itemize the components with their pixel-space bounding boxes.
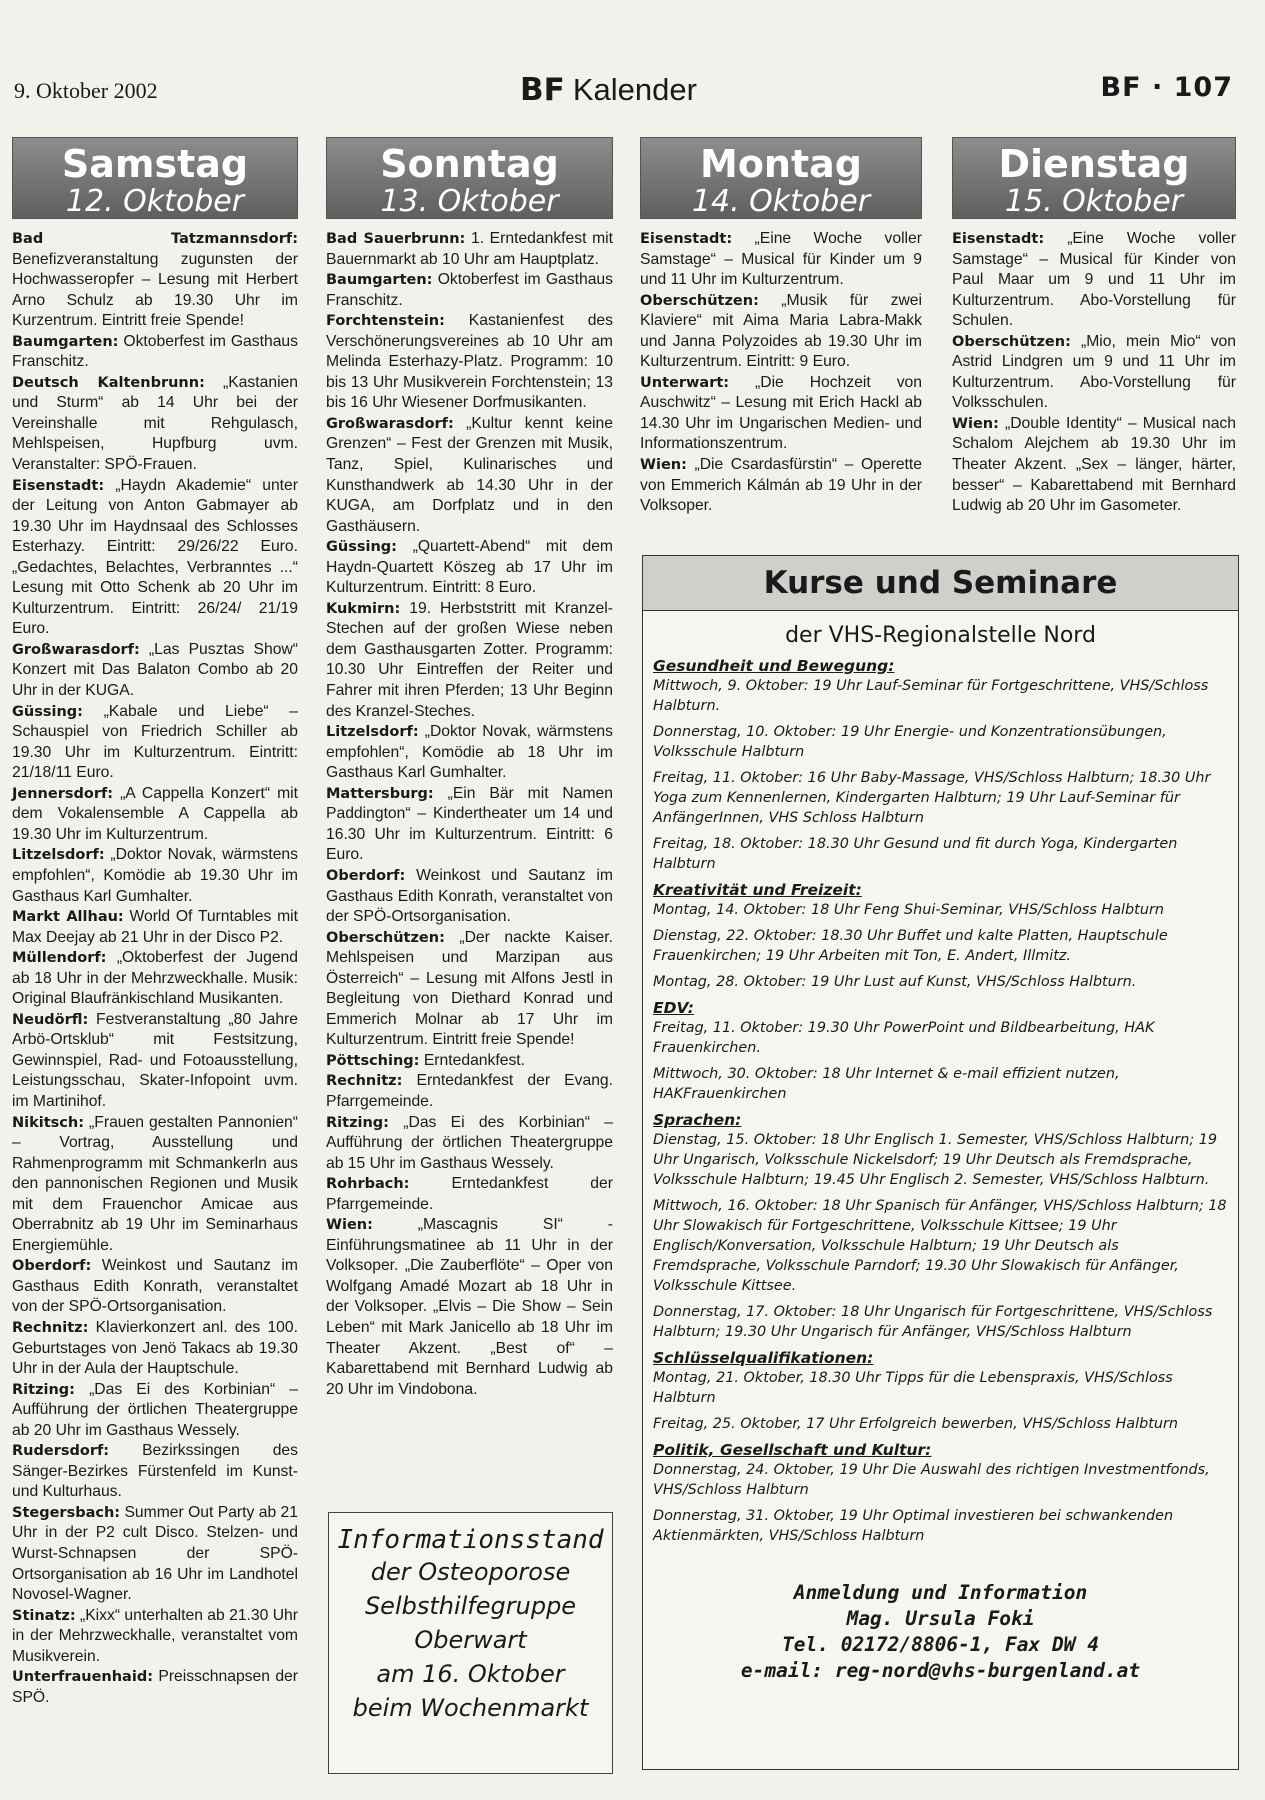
day-name: Montag [700,142,862,186]
event-text: Oktoberfest im Gasthaus Franschitz. [326,271,613,309]
event-place: Eisenstadt: [640,231,733,247]
course-item: Freitag, 11. Oktober: 16 Uhr Baby-Massage, VHS/Schloss Halbturn; 18.30 Uhr Yoga zum Kennenlernen, Kindergarten Halbturn; 19 Uhr Lauf-Seminar für AnfängerInnen, VHS Schloss Halbturn [653,770,1211,826]
issue-date: 9. Oktober 2002 [14,78,158,103]
event-text: „Kultur kennt keine Grenzen“ – Fest der Grenzen mit Musik, Tanz, Spiel, Kulinarisches und Kunsthandwerk ab 14.30 Uhr in der KUGA, am Dorfplatz und in den Gasthäusern. [326,414,613,535]
event-place: Jennersdorf: [12,785,114,802]
day-name: Samstag [61,142,249,186]
event-text: Festveranstaltung „80 Jahre Arbö-Ortsklub“ mit Festsitzung, Gewinnspiel, Rad- und Fotoausstellung, Leistungsschau, Skater-Infopoint uvm. im Martinihof. [12,1010,298,1110]
event-place: Wien: [952,415,999,432]
contact-line: Mag. Ursula Foki [846,1607,1035,1630]
event-text: Erntedankfest der Pfarrgemeinde. [326,1175,613,1213]
course-item: Donnerstag, 17. Oktober: 18 Uhr Ungarisch für Fortgeschrittene, VHS/Schloss Halbturn; 19.30 Uhr Ungarisch für Anfänger, VHS/Schloss Halbturn [653,1304,1213,1340]
course-section-heading: Politik, Gesellschaft und Kultur: [653,1441,932,1459]
event-entry [12,229,298,332]
event-entry [12,1010,298,1113]
event-place: Güssing: [326,539,397,556]
event-place: Oberschützen: [326,929,445,946]
course-item: Mittwoch, 9. Oktober: 19 Uhr Lauf-Seminar für Fortgeschrittene, VHS/Schloss Halbturn. [653,678,1209,714]
event-text: „Der nackte Kaiser. Mehlspeisen und Marzipan aus Österreich“ – Lesung mit Alfons Jestl in Begleitung von Diethard Konrad und Emmerich Molnar ab 17 Uhr im Kulturzentrum. Eintritt freie Spende! [326,928,613,1049]
event-place: Oberschützen: [952,333,1071,350]
event-entry [12,1606,298,1668]
event-entry [12,476,298,640]
event-entry [326,784,613,866]
contact-line: Tel. 02172/8806-1, Fax DW 4 [782,1633,1099,1656]
event-text: 1. Erntedankfest mit Bauernmarkt ab 10 Uhr am Hauptplatz. [326,230,613,268]
event-text: „Doktor Novak, wärmstens empfohlen“, Komödie ab 18 Uhr im Gasthaus Karl Gumhalter. [326,723,613,782]
course-section [653,1110,1230,1342]
course-item: Mittwoch, 16. Oktober: 18 Uhr Spanisch für Anfänger, VHS/Schloss Halbturn; 18 Uhr Slowakisch für Fortgeschrittene, Volksschule Kittsee; 19 Uhr Englisch/Konversation, Volksschule Halbturn; 19 Uhr Deutsch als Fremdsprache, Volksschule Parndorf; 19.30 Uhr Slowakisch für Anfänger, Volksschule Kittsee. [653,1198,1227,1294]
event-place: Bad Sauerbrunn: [326,231,466,247]
event-text: 19. Herbststritt mit Kranzel-Stechen auf der großen Wiese neben dem Gasthausgarten Zotter. Programm: 10.30 Uhr Eintreffen der Reiter und Fahrer mit ihren Pferden; 13 Uhr Beginn des Kranzel-Steches. [326,599,613,720]
course-section [653,880,1230,992]
event-place: Neudörfl: [12,1011,89,1028]
event-text: „Oktoberfest der Jugend ab 18 Uhr in der Mehrzweckhalle. Musik: Original Blaufränkischland Musikanten. [12,949,298,1008]
course-item: Mittwoch, 30. Oktober: 18 Uhr Internet & e-mail effizient nutzen, HAKFrauenkirchen [653,1066,1120,1102]
event-entry [640,291,922,373]
event-place: Litzelsdorf: [326,724,419,741]
day-name: Dienstag [998,142,1190,186]
event-text: „Musik für zwei Klaviere“ mit Aima Maria Labra-Makk und Janna Polyzoides ab 19.30 Uhr im Kulturzentrum. Eintritt: 9 Euro. [640,291,922,371]
course-item: Montag, 28. Oktober: 19 Uhr Lust auf Kunst, VHS/Schloss Halbturn. [653,974,1137,990]
event-place: Baumgarten: [326,272,433,289]
courses-contact [643,1580,1238,1684]
day-column-montag [640,137,922,517]
event-entry [12,1256,298,1318]
event-text: „Die Hochzeit von Auschwitz“ – Lesung mit Erich Hackl ab 14.30 Uhr im Ungarischen Medien- und Informationszentrum. [640,373,922,453]
event-text: Oktoberfest im Gasthaus Franschitz. [12,332,298,371]
event-text: „Kixx“ unterhalten ab 21.30 Uhr in der Mehrzweckhalle, veranstaltet vom Musikverein. [12,1606,298,1665]
course-section [653,1440,1230,1546]
event-entry [326,229,613,270]
event-entry [12,784,298,846]
event-text: Bezirkssingen des Sänger-Bezirkes Fürstenfeld im Kunst- und Kulturhaus. [12,1442,298,1501]
course-item: Dienstag, 22. Oktober: 18.30 Uhr Buffet und kalte Platten, Hauptschule Frauenkirchen; 19 Uhr Arbeiten mit Ton, E. Andert, Illmitz. [653,928,1168,964]
event-entry [326,1051,613,1072]
event-text: „Die Csardasfürstin“ – Operette von Emmerich Kálmán ab 19 Uhr in der Volksoper. [640,456,922,515]
course-section-heading: Sprachen: [653,1111,742,1129]
course-item: Dienstag, 15. Oktober: 18 Uhr Englisch 1. Semester, VHS/Schloss Halbturn; 19 Uhr Ungarisch, Volksschule Nickelsdorf; 19 Uhr Deutsch als Fremdsprache, Volksschule Halbturn; 19.45 Uhr Englisch 2. Semester, VHS/Schloss Halbturn. [653,1132,1218,1188]
event-text: Kastanienfest des Verschönerungsvereines ab 10 Uhr am Melinda Esterhazy-Platz. Programm: 10 bis 13 Uhr Musikverein Forchtenstein; 13 bis 16 Uhr Wiesener Dorfmusikanten. [326,312,613,412]
event-place: Forchtenstein: [326,313,445,330]
event-entry [12,702,298,784]
event-place: Nikitsch: [12,1114,84,1131]
event-place: Baumgarten: [12,333,119,350]
event-list [952,229,1236,517]
event-entry [12,1318,298,1380]
event-text: „Eine Woche voller Samstage“ – Musical für Kinder um 9 und 11 Uhr im Kulturzentrum. [640,230,922,289]
event-entry [326,1113,613,1175]
event-entry [952,229,1236,332]
event-place: Stinatz: [12,1607,76,1624]
course-item: Donnerstag, 10. Oktober: 19 Uhr Energie- und Konzentrationsübungen, Volksschule Halbturn [653,724,1167,760]
event-place: Oberdorf: [12,1258,92,1275]
event-entry [326,414,613,537]
event-place: Müllendorf: [12,950,107,967]
day-name: Sonntag [380,142,559,186]
course-item: Freitag, 25. Oktober, 17 Uhr Erfolgreich bewerben, VHS/Schloss Halbturn [653,1416,1179,1432]
day-column-dienstag [952,137,1236,517]
event-entry [12,948,298,1010]
day-date: 12. Oktober [65,184,245,219]
info-box [328,1512,613,1774]
event-text: Preisschnapsen der SPÖ. [12,1668,298,1706]
event-text: Weinkost und Sautanz im Gasthaus Edith Konrath, veranstaltet von der SPÖ-Ortsorganisation. [12,1257,298,1316]
event-place: Stegersbach: [12,1504,121,1521]
event-entry [326,537,613,599]
info-box-line: Selbsthilfegruppe [364,1592,577,1620]
courses-subtitle: der VHS-Regionalstelle Nord [785,623,1096,648]
event-entry [12,1113,298,1257]
day-date: 13. Oktober [380,184,559,219]
event-list [12,229,298,1708]
day-date: 14. Oktober [691,184,871,219]
courses-box [642,555,1239,1770]
page-number: BF · 107 [1100,72,1233,103]
event-entry [326,1071,613,1112]
event-list [640,229,922,517]
info-box-line: der Osteoporose [370,1558,571,1586]
event-place: Oberschützen: [640,292,759,309]
event-place: Kukmirn: [326,600,401,617]
event-place: Großwarasdorf: [326,415,454,432]
event-text: „Das Ei des Korbinian“ – Aufführung der örtlichen Theatergruppe ab 20 Uhr im Gasthaus Wessely. [12,1380,298,1439]
course-section-heading: EDV: [653,999,694,1017]
event-entry [326,270,613,311]
event-place: Ritzing: [326,1114,389,1131]
course-section-heading: Kreativität und Freizeit: [653,881,862,899]
day-header [12,137,298,219]
event-list [326,229,613,1400]
event-entry [640,229,922,291]
event-entry [12,1380,298,1442]
event-text: World Of Turntables mit Max Deejay ab 21 Uhr in der Disco P2. [12,908,298,946]
contact-line: Anmeldung und Information [793,1581,1088,1604]
event-text: Erntedankfest der Evang. Pfarrgemeinde. [326,1072,613,1110]
day-date: 15. Oktober [1004,184,1184,219]
course-section-heading: Gesundheit und Bewegung: [653,657,895,675]
event-text: Summer Out Party ab 21 Uhr in der P2 cult Disco. Stelzen- und Wurst-Schnapsen der SPÖ-Ortsorganisation ab 16 Uhr im Landhotel Novosel-Wagner. [12,1503,298,1604]
event-place: Wien: [640,457,687,474]
event-place: Bad Tatzmannsdorf: [12,231,298,247]
course-section [653,998,1230,1104]
course-section-heading: Schlüsselqualifikationen: [653,1349,874,1367]
event-entry [326,722,613,784]
event-place: Großwarasdorf: [12,641,140,658]
event-text: „Doktor Novak, wärmstens empfohlen“, Komödie ab 19.30 Uhr im Gasthaus Karl Gumhalter. [12,846,298,905]
event-place: Rechnitz: [326,1073,403,1090]
event-place: Oberdorf: [326,867,406,884]
event-entry [640,455,922,517]
event-text: „Eine Woche voller Samstage“ – Musical für Kinder von Paul Maar um 9 und 11 Uhr im Kulturzentrum. Abo-Vorstellung für Schulen. [952,230,1236,330]
event-place: Markt Allhau: [12,909,124,926]
event-entry [12,907,298,948]
event-text: „Ein Bär mit Namen Paddington“ – Kindertheater um 14 und 16.30 Uhr im Kulturzentrum. Eintritt: 6 Euro. [326,784,613,864]
event-text: „Mio, mein Mio“ von Astrid Lindgren um 9 und 11 Uhr im Kulturzentrum. Abo-Vorstellung für Volksschulen. [952,332,1236,412]
course-item: Montag, 21. Oktober, 18.30 Uhr Tipps für die Lebenspraxis, VHS/Schloss Halbturn [653,1370,1173,1406]
event-place: Güssing: [12,703,83,720]
event-entry [12,1441,298,1503]
event-entry [952,332,1236,414]
info-box-line: am 16. Oktober [376,1660,565,1688]
event-place: Ritzing: [12,1381,75,1398]
courses-title: Kurse und Seminare [643,556,1238,611]
event-text: „Quartett-Abend“ mit dem Haydn-Quartett Köszeg ab 17 Uhr im Kulturzentrum. Eintritt: 8 Euro. [326,538,613,597]
section-title [520,72,697,108]
event-entry [12,332,298,373]
event-place: Rudersdorf: [12,1443,110,1460]
event-place: Wien: [326,1217,373,1234]
event-place: Rohrbach: [326,1176,410,1193]
course-section [653,656,1230,874]
contact-line: e-mail: reg-nord@vhs-burgenland.at [740,1659,1141,1682]
info-box-line: beim Wochenmarkt [352,1694,589,1722]
event-text: „Kastanien und Sturm“ ab 14 Uhr bei der Vereinshalle mit Rehgulasch, Mehlspeisen, Hupfburg uvm. Veranstalter: SPÖ-Frauen. [12,373,298,474]
event-entry [326,599,613,722]
event-entry [640,373,922,455]
day-header [326,137,613,219]
info-box-title: Informationsstand [337,1525,604,1555]
event-text: Benefizveranstaltung zugunsten der Hochwasseropfer – Lesung mit Herbert Arno Schulz ab 19.30 Uhr im Kurzentrum. Eintritt freie Spende! [12,250,298,330]
day-column-sonntag [326,137,613,1400]
event-place: Eisenstadt: [12,477,105,494]
info-box-lines [329,1555,612,1725]
event-entry [952,414,1236,517]
courses-sections [643,656,1238,1546]
event-place: Deutsch Kaltenbrunn: [12,374,205,391]
info-box-line: Oberwart [414,1626,527,1654]
event-text: Weinkost und Sautanz im Gasthaus Edith Konrath, veranstaltet von der SPÖ-Ortsorganisation. [326,866,613,926]
event-place: Mattersburg: [326,785,434,802]
event-entry [326,866,613,928]
event-place: Unterwart: [640,374,730,391]
event-entry [12,1667,298,1708]
event-text: „Las Pusztas Show“ Konzert mit Das Balaton Combo ab 20 Uhr in der KUGA. [12,640,298,700]
event-entry [12,845,298,907]
course-item: Freitag, 18. Oktober: 18.30 Uhr Gesund und fit durch Yoga, Kindergarten Halbturn [653,836,1178,872]
course-item: Montag, 14. Oktober: 18 Uhr Feng Shui-Seminar, VHS/Schloss Halbturn [653,902,1164,918]
day-header [640,137,922,219]
event-text: „Mascagnis SI“ - Einführungsmatinee ab 11 Uhr in der Volksoper. „Die Zauberflöte“ – Oper von Wolfgang Amadé Mozart ab 18 Uhr in der Volksoper. „Elvis – Die Show – Sein Leben“ mit Mark Janicello ab 18 Uhr im Theater Akzent. „Best of“ – Kabarettabend mit Bernhard Ludwig ab 20 Uhr im Vindobona. [326,1216,613,1398]
event-text: „Haydn Akademie“ unter der Leitung von Anton Gabmayer ab 19.30 Uhr im Haydnsaal des Schlosses Esterhazy. Eintritt: 29/26/22 Euro. „Gedachtes, Belachtes, Verbranntes ...“ Lesung mit Otto Schenk ab 20 Uhr im Kulturzentrum. Eintritt: 26/24/ 21/19 Euro. [12,476,298,638]
event-place: Rechnitz: [12,1319,89,1336]
event-entry [12,640,298,702]
event-place: Litzelsdorf: [12,847,105,864]
course-item: Freitag, 11. Oktober: 19.30 Uhr PowerPoint und Bildbearbeitung, HAK Frauenkirchen. [653,1020,1155,1056]
event-text: „Frauen gestalten Pannonien“ – Vortrag, Ausstellung und Rahmenprogramm mit Schmankerln aus den pannonischen Regionen und Musik mit dem Frauenchor Amicae aus Oberrabnitz ab 19 Uhr im Seminarhaus Energiemühle. [12,1113,298,1254]
event-entry [326,311,613,414]
event-place: Eisenstadt: [952,231,1045,247]
event-place: Pöttsching: [326,1052,420,1069]
event-place: Unterfrauenhaid: [12,1669,153,1686]
event-text: Erntedankfest. [419,1051,525,1069]
course-item: Donnerstag, 24. Oktober, 19 Uhr Die Auswahl des richtigen Investmentfonds, VHS/Schloss Halbturn [653,1462,1210,1498]
event-entry [326,1215,613,1400]
event-text: „Das Ei des Korbinian“ – Aufführung der örtlichen Theatergruppe ab 15 Uhr im Gasthaus Wessely. [326,1113,613,1172]
brand-logo: BF [520,72,565,108]
event-text: „Kabale und Liebe“ – Schauspiel von Friedrich Schiller ab 19.30 Uhr im Kulturzentrum. Eintritt: 21/18/11 Euro. [12,702,298,782]
event-text: „Double Identity“ – Musical nach Schalom Alejchem ab 19.30 Uhr im Theater Akzent. „Sex – länger, härter, besser“ – Kabarettabend mit Bernhard Ludwig ab 20 Uhr im Gasometer. [952,414,1236,515]
day-header [952,137,1236,219]
day-column-samstag [12,137,298,1708]
event-entry [12,373,298,476]
event-text: „A Cappella Konzert“ mit dem Vokalensemble A Cappella ab 19.30 Uhr im Kulturzentrum. [12,784,298,843]
section-name: Kalender [572,72,697,107]
event-entry [326,1174,613,1215]
course-item: Donnerstag, 31. Oktober, 19 Uhr Optimal investieren bei schwankenden Aktienmärkten, VHS/Schloss Halbturn [653,1508,1174,1544]
event-entry [326,928,613,1051]
event-text: Klavierkonzert anl. des 100. Geburtstages von Jenö Takacs ab 19.30 Uhr in der Aula der Hauptschule. [12,1318,298,1378]
course-section [653,1348,1230,1434]
event-entry [12,1503,298,1606]
